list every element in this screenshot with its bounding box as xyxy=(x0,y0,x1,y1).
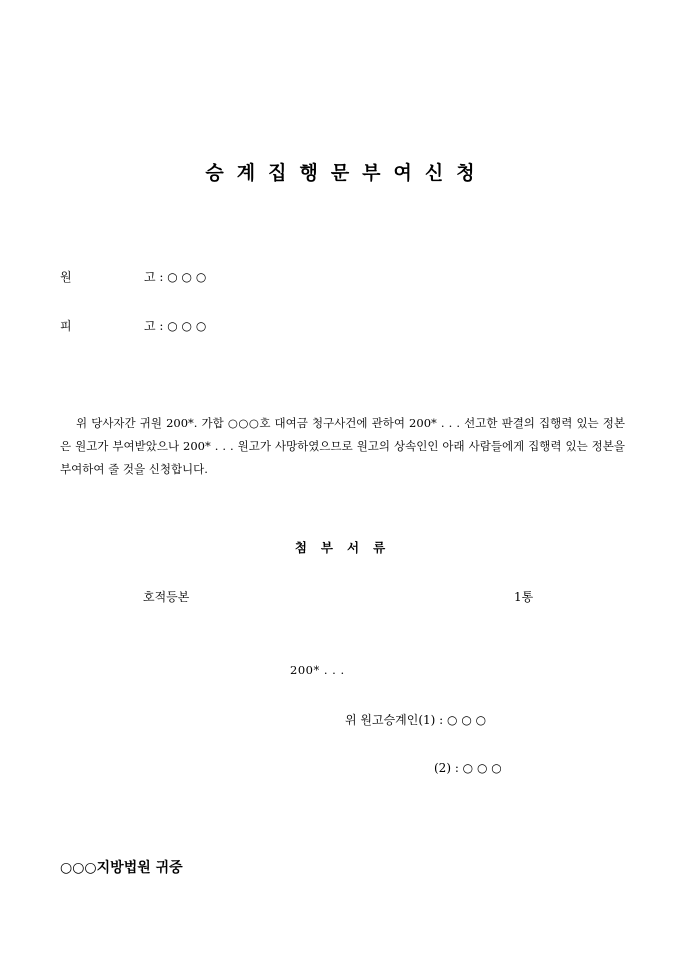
attachments-heading: 첨부서류 xyxy=(294,540,400,555)
court-addressee: ○○○지방법원 귀중 xyxy=(60,860,183,876)
defendant-role-first: 피 xyxy=(60,319,72,333)
document-title: 승계집행문부여신청 xyxy=(205,162,488,184)
plaintiff-line xyxy=(60,268,206,285)
attachment-item-name: 호적등본 xyxy=(143,590,190,604)
petition-body xyxy=(60,412,625,481)
defendant-line xyxy=(60,317,206,334)
petition-date: 200* . . . xyxy=(290,663,345,677)
signer-1: 위 원고승계인(1) : ○ ○ ○ xyxy=(345,713,487,727)
plaintiff-role-first: 원 xyxy=(60,270,72,284)
defendant-role-last: 고 xyxy=(144,319,156,333)
defendant-name: : ○ ○ ○ xyxy=(155,319,207,333)
plaintiff-role-last: 고 xyxy=(144,270,156,284)
plaintiff-name: : ○ ○ ○ xyxy=(155,270,207,284)
attachment-item-count: 1통 xyxy=(514,590,534,604)
signer-2: (2) : ○ ○ ○ xyxy=(434,761,502,775)
petition-body-text: 위 당사자간 귀원 200*. 가합 ○○○호 대여금 청구사건에 관하여 200* . . . 선고한 판결의 집행력 있는 정본은 원고가 부여받았으나 200* . . . 원고가 사망하였으므로 원고의 상속인인 아래 사람들에게 집행력 있는 정본을 부여하여 줄 것을 신청합니다. xyxy=(60,416,625,476)
